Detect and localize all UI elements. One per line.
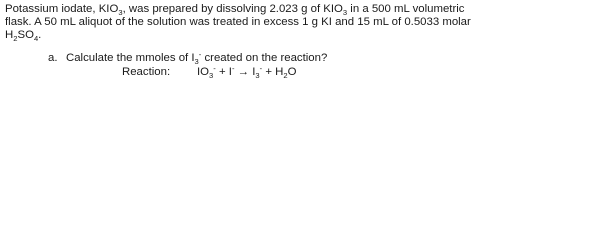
- superscript: -: [198, 50, 202, 59]
- problem-line-2: [5, 16, 471, 28]
- subscript: 3: [118, 7, 123, 17]
- text: + I: [215, 66, 232, 78]
- text: H: [5, 29, 14, 41]
- subscript: 4: [33, 33, 39, 43]
- text: I: [252, 66, 256, 78]
- superscript: -: [213, 64, 216, 73]
- problem-line-1: [5, 3, 464, 15]
- subscript: 2: [13, 33, 18, 43]
- text: , was prepared by dissolving 2.023 g of KIO: [122, 3, 343, 15]
- subscript: 3: [342, 7, 348, 17]
- reaction-label: Reaction:: [122, 66, 171, 78]
- text: IO: [197, 66, 210, 78]
- question-letter: a.: [48, 52, 58, 64]
- document: [0, 0, 602, 91]
- text: flask. A 50 mL aliquot of the solution was treated in excess 1 g KI and 15 mL of 0.5033 molar: [5, 16, 471, 28]
- text: .: [38, 29, 42, 41]
- subscript: 3: [209, 70, 214, 80]
- text: in a 500 mL volumetric: [347, 3, 465, 15]
- reaction-equation: [197, 66, 296, 78]
- text: Calculate the mmoles of I: [66, 52, 195, 64]
- subscript: 3: [255, 70, 260, 80]
- superscript: -: [259, 64, 263, 73]
- text: Potassium iodate, KIO: [5, 3, 119, 15]
- problem-line-3: [5, 29, 41, 41]
- text: O: [287, 66, 297, 78]
- superscript: -: [231, 64, 235, 73]
- subscript: 3: [194, 56, 199, 66]
- text: + H: [262, 66, 284, 78]
- arrow: →: [234, 66, 253, 78]
- question-a: [48, 52, 327, 64]
- text: created on the reaction?: [201, 52, 328, 64]
- text: SO: [17, 29, 34, 41]
- subscript: 2: [283, 70, 288, 80]
